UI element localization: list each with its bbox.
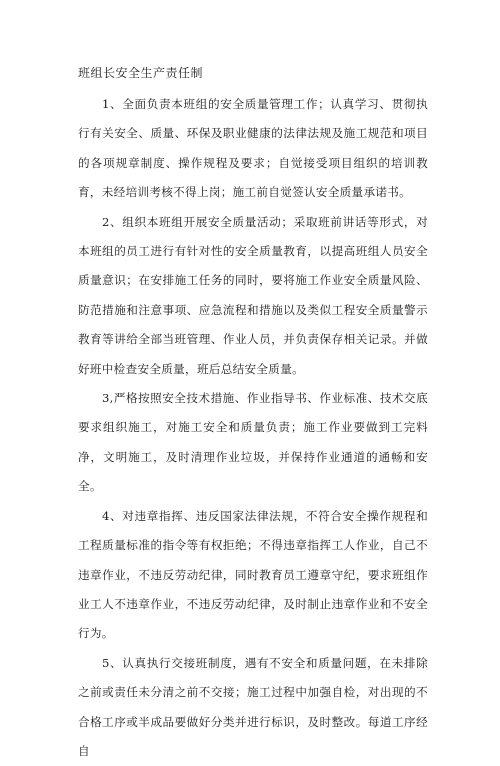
paragraph-5: 5、认真执行交接班制度，遇有不安全和质量问题，在未排除之前或责任未分清之前不交接；施工过程中加强自检，对出现的不合格工序或半成品要做好分类并进行标识，及时整改。每道工序经自 [78, 655, 428, 758]
paragraph-3: 3,严格按照安全技术措施、作业指导书、作业标准、技术交底要求组织施工，对施工安全和质量负责；施工作业要做到工完料净，文明施工，及时清理作业垃圾，并保持作业通道的通畅和安全。 [78, 391, 428, 494]
paragraph-4: 4、对违章指挥、违反国家法律法规，不符合安全操作规程和工程质量标准的指令等有权拒绝；不得违章指挥工人作业，自己不违章作业，不违反劳动纪律，同时教育员工遵章守纪，要求班组作业工人不违章作业，不违反劳动纪律，及时制止违章作业和不安全行为。 [78, 508, 428, 641]
paragraph-2: 2、组织本班组开展安全质量活动；采取班前讲话等形式，对本班组的员工进行有针对性的安全质量教育，以提高班组人员安全质量意识；在安排施工任务的同时，要将施工作业安全质量风险、防范措施和注意事项、应急流程和措施以及类似工程安全质量警示教育等讲给全部当班管理、作业人员，并负责保存相关记录。并做好班中检查安全质量，班后总结安全质量。 [78, 214, 428, 376]
document-title: 班组长安全生产责任制 [78, 66, 204, 80]
paragraph-1: 1、全面负责本班组的安全质量管理工作；认真学习、贯彻执行有关安全、质量、环保及职业健康的法律法规及施工规范和项目的各项规章制度、操作规程及要求；自觉接受项目组织的培训教育，未经培训考核不得上岗；施工前自觉签认安全质量承诺书。 [78, 97, 428, 200]
